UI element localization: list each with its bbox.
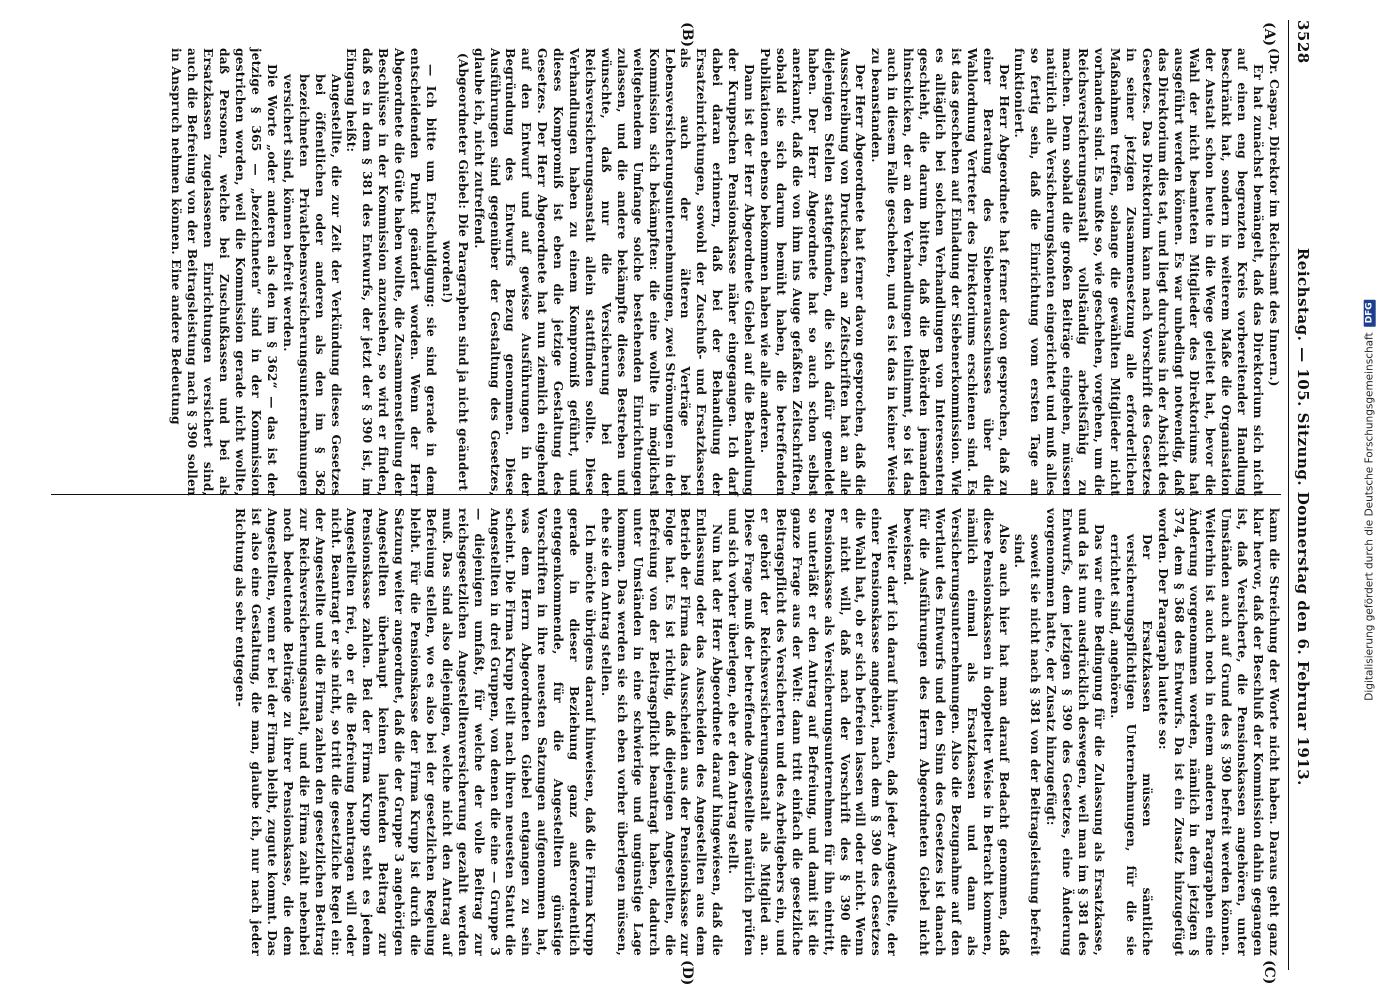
paragraph: Nun hat der Herr Abgeordnete darauf hingewiesen, daß die Entlassung oder das Ausscheiden des Angestellten aus dem Betrieb der Firma das Ausscheiden aus der Pensionskasse zur Folge hat. Es ist richtig, daß diejenigen Angestellten, die Befreiung von der Beitragspflicht beantragt haben, dadurch unter Umständen in eine schwierige und ungünstige Lage kommen. Das werden sie sich eben vorher überlegen müssen, ehe sie den Antrag stellen. <box>598 508 725 956</box>
paragraph: Das war eine Bedingung für die Zulassung als Ersatzkasse, und da ist nun ausdrücklich deswegen, weil man im § 381 des Entwurfs, dem jetzigen § 390 des Gesetzes, eine Änderung vorgenommen hatte, der Zusatz hinzugefügt: <box>1044 508 1107 956</box>
paragraph: Der Ersatzkassen müssen sämtliche versicherungspflichtigen Unternehmungen, für die sie errichtet sind, angehören. <box>1107 534 1154 956</box>
paragraph: (Abgeordneter Giebel: Die Paragraphen sind ja nicht geändert worden!) <box>439 52 470 492</box>
paragraph: Ich möchte übrigens darauf hinweisen, daß die Firma Krupp gerade in dieser Beziehung ganz außerordentlich entgegenkommende, für die Angestellten günstige Vorschriften in ihre neuesten Satzungen aufgenommen hat, was dem Herrn Abgeordneten Giebel entgangen zu sein scheint. Die Firma Krupp teilt nach ihren neuesten Statut die Angestellten in drei Gruppen, von denen die eine — Gruppe 3 — diejenigen umfaßt, für welche der volle Beitrag zur reichsgesetzlichen Angestelltenversicherung gezahlt werden muß. Das sind also diejenigen, welche nicht den Antrag auf Befreiung stellen, wo es also bei der gesetzlichen Regelung bleibt. Für die Pensionskasse der Firma Krupp ist durch die Satzung weiter angeordnet, daß die der Gruppe 3 angehörigen Angestellten überhaupt keinen laufenden Beitrag zur Pensionskasse zahlen. Bei der Firma Krupp steht es jedem Angestellten frei, ob er die Befreiung beantragen will oder nicht. Beantragt er sie nicht, so tritt die gesetzliche Regel ein: der Angestellte und die Firma zahlen den gesetzlichen Beitrag zur Reichsversicherungsanstalt, und die Firma zahlt nebenbei noch bedeutende Beiträge zu ihrer Pensionskasse, die dem Angestellten, wenn er bei der Firma bleibt, zugute kommt. Das ist also eine Gestaltung, die man, glaube ich, nur nach jeder Richtung als sehr entgegen- <box>233 508 598 956</box>
paragraph: Also auch hier hat man darauf Bedacht genommen, daß diese Pensionskassen in doppelter Weise in Betracht kommen, nämlich einmal als Ersatzkassen und dann als Versicherungsunternehmungen. Also die Bezugnahme auf den Wortlaut des Entwurfs und den Sinn des Gesetzes ist danach für die Ausführungen des Herrn Abgeordneten Giebel nicht beweisend. <box>901 508 1011 956</box>
paragraph: Dann ist der Herr Abgeordnete Giebel auf die Behandlung der Kruppschen Pensionskasse näher eingegangen. Ich darf dabei daran erinnern, daß bei der Behandlung der Ersatzeinrichtungen, sowohl der Zuschuß- und Ersatzkassen als auch der älteren Verträge bei Lebensversicherungsunternehmungen, zwei Strömungen in der Kommission sich bekämpften: die eine wollte in möglichst weitgehendem Umfange solche bestehenden Einrichtungen zulassen, und die andere bekämpfte dieses Bestreben und wünschte, daß nur die Versicherung bei der Reichsversicherungsanstalt allein stattfinden sollte. Diese Verhandlungen haben zu einem Kompromiß geführt, und dieses Kompromiß ist eben die jetzige Gestaltung des Gesetzes. Der Herr Abgeordnete hat nun ziemlich eingehend auf den Entwurf und auf gewisse Ausführungen in der Begründung des Entwurfs Bezug genommen. Diese Ausführungen sind gegenüber der Gestaltung des Gesetzes, glaube ich, nicht zutreffend. <box>471 48 757 496</box>
side-credit <box>1357 0 1383 1000</box>
page-number: 3528 <box>1294 20 1312 64</box>
margin-mark-d: (D) <box>679 960 695 986</box>
paragraph: Die Worte „oder anderen als den im § 362“ — das ist der jetzige § 365 — „bezeichneten“ sind in der Kommission gestrichen worden, weil die Kommission gerade nicht wollte, daß Personen, welche bei Zuschußkassen und bei als Ersatzkassen zugelassenen Einrichtungen versichert sind, auch die Befreiung von der Beitragsleistung nach § 390 sollen in Anspruch nehmen können. Eine andere Bedeutung <box>169 48 279 496</box>
paragraph: (Dr. Caspar, Direktor im Reichsamt des Innern.) <box>1267 48 1281 387</box>
page-title: Reichstag. — 105. Sitzung. Donnerstag den 6. Februar 1913. <box>1294 247 1312 786</box>
margin-mark-c: (C) <box>1261 960 1277 985</box>
paragraph: Weiter darf ich darauf hinweisen, daß jeder Angestellte, der einer Pensionskasse angehört, nach dem § 390 des Gesetzes die Wahl hat, ob er sich befreien lassen will oder nicht. Wenn er nicht will, daß nach der Vorschrift des § 390 die Pensionskasse als Versicherungsunternehmen für ihn eintritt, so unterläßt er den Antrag auf Befreiung, und damit ist die ganze Frage aus der Welt: dann tritt einfach die gesetzliche Beitragspflicht des Versicherten und des Arbeitgebers ein, und er gehört der Reichsversicherungsanstalt als Mitglied an. Diese Frage muß der betreffende Angestellte natürlich prüfen und sich vorher überlegen, ehe er den Antrag stellt. <box>726 508 900 956</box>
header-rule <box>1288 20 1289 970</box>
paragraph: Angestellte, die zur Zeit der Verkündung dieses Gesetzes bei öffentlichen oder anderen als den im § 362 bezeichneten Privatlebensversicherungsunternehmungen versichert sind, können befreit werden. <box>280 74 343 496</box>
funding-credit-text: Digitalisierung gefördert durch die Deutsche Forschungsgemeinschaft <box>1364 332 1376 701</box>
right-text-column <box>231 508 1281 956</box>
document-page <box>5 0 1335 990</box>
paragraph: Der Herr Abgeordnete hat ferner davon gesprochen, daß zu einer Beratung des Siebenerausschusses über die Wahlordnung Vertreter des Direktoriums erschienen sind. Es ist das geschehen auf Einladung der Siebenerkommission. Wie es alltäglich bei solchen Verhandlungen von Interessenten geschieht, die darum bitten, daß die Behörden jemanden hinschicken, der an den Verhandlungen teilnimmt, so ist das auch in diesem Falle geschehen, und es ist das in keiner Weise zu beanstanden. <box>869 48 1011 496</box>
dfg-logo: DFG <box>1364 299 1376 326</box>
left-text-column <box>168 48 1281 496</box>
paragraph: soweit sie nicht nach § 381 von der Beitragsleistung befreit sind. <box>1012 534 1043 956</box>
paragraph: Er hat zunächst bemängelt, daß das Direktorium sich nicht auf einen eng begrenzten Kreis vorbereitender Handlung beschränkt hat, sondern in weiterem Maße die Organisation der Anstalt schon heute in die Wege geleitet hat, bevor die Wahl der nicht beamteten Mitglieder des Direktoriums hat ausgeführt werden können. Es war unbedingt notwendig, daß das Direktorium dies tat, und liegt durchaus in der Absicht des Gesetzes. Das Direktorium kann nach Vorschrift des Gesetzes in seiner jetzigen Zusammensetzung alle erforderlichen Maßnahmen treffen, solange die gewählten Mitglieder nicht vorhanden sind. Es mußte so, wie geschehen, vorgehen, um die Reichsversicherungsanstalt vollständig arbeitsfähig zu machen. Denn sobald die großen Beiträge eingehen, müssen natürlich alle Versicherungskonten eingerichtet und muß alles so fertig sein, daß die Einrichtung vom ersten Tage an funktioniert. <box>1012 48 1266 496</box>
margin-mark-a: (A) <box>1261 22 1277 47</box>
margin-mark-b: (B) <box>679 22 695 48</box>
page-header <box>1291 20 1315 970</box>
paragraph: — Ich bitte um Entschuldigung: sie sind gerade in dem entscheidenden Punkt geändert worden. Wenn der Herr Abgeordnete die Güte haben wollte, die Zusammenstellung der Beschlüsse in der Kommission anzusehen, so wird er finden, daß es in dem § 381 des Entwurfs, der jetzt der § 390 ist, im Eingang heißt: <box>344 48 438 496</box>
paragraph: Der Herr Abgeordnete hat ferner davon gesprochen, daß die Ausschreibung von Drucksachen an Zeitschriften hat an alle diejenigen Stellen stattgefunden, die sich dafür gemeldet haben. Der Herr Abgeordnete hat so auch schon selbst anerkannt, daß die von ihm ins Auge gefaßten Zeitschriften, sobald sie sich darum bemüht haben, die betreffenden Publikationen ebenso bekommen haben wie alle anderen. <box>758 48 868 496</box>
paragraph: kann die Streichung der Worte nicht haben. Daraus geht ganz klar hervor, daß der Beschluß der Kommission dahin gegangen ist, daß Versicherte, die Pensionskassen angehören, unter Umständen auch auf Grund des § 390 befreit werden können. Weiterhin ist auch noch in einem anderen Paragraphen eine Änderung vorgenommen worden, nämlich in dem jetzigen § 374, dem § 368 des Entwurfs. Da ist ein Zusatz hinzugefügt worden. Der Paragraph lautete so: <box>1155 508 1281 956</box>
column-divider <box>51 494 1281 495</box>
